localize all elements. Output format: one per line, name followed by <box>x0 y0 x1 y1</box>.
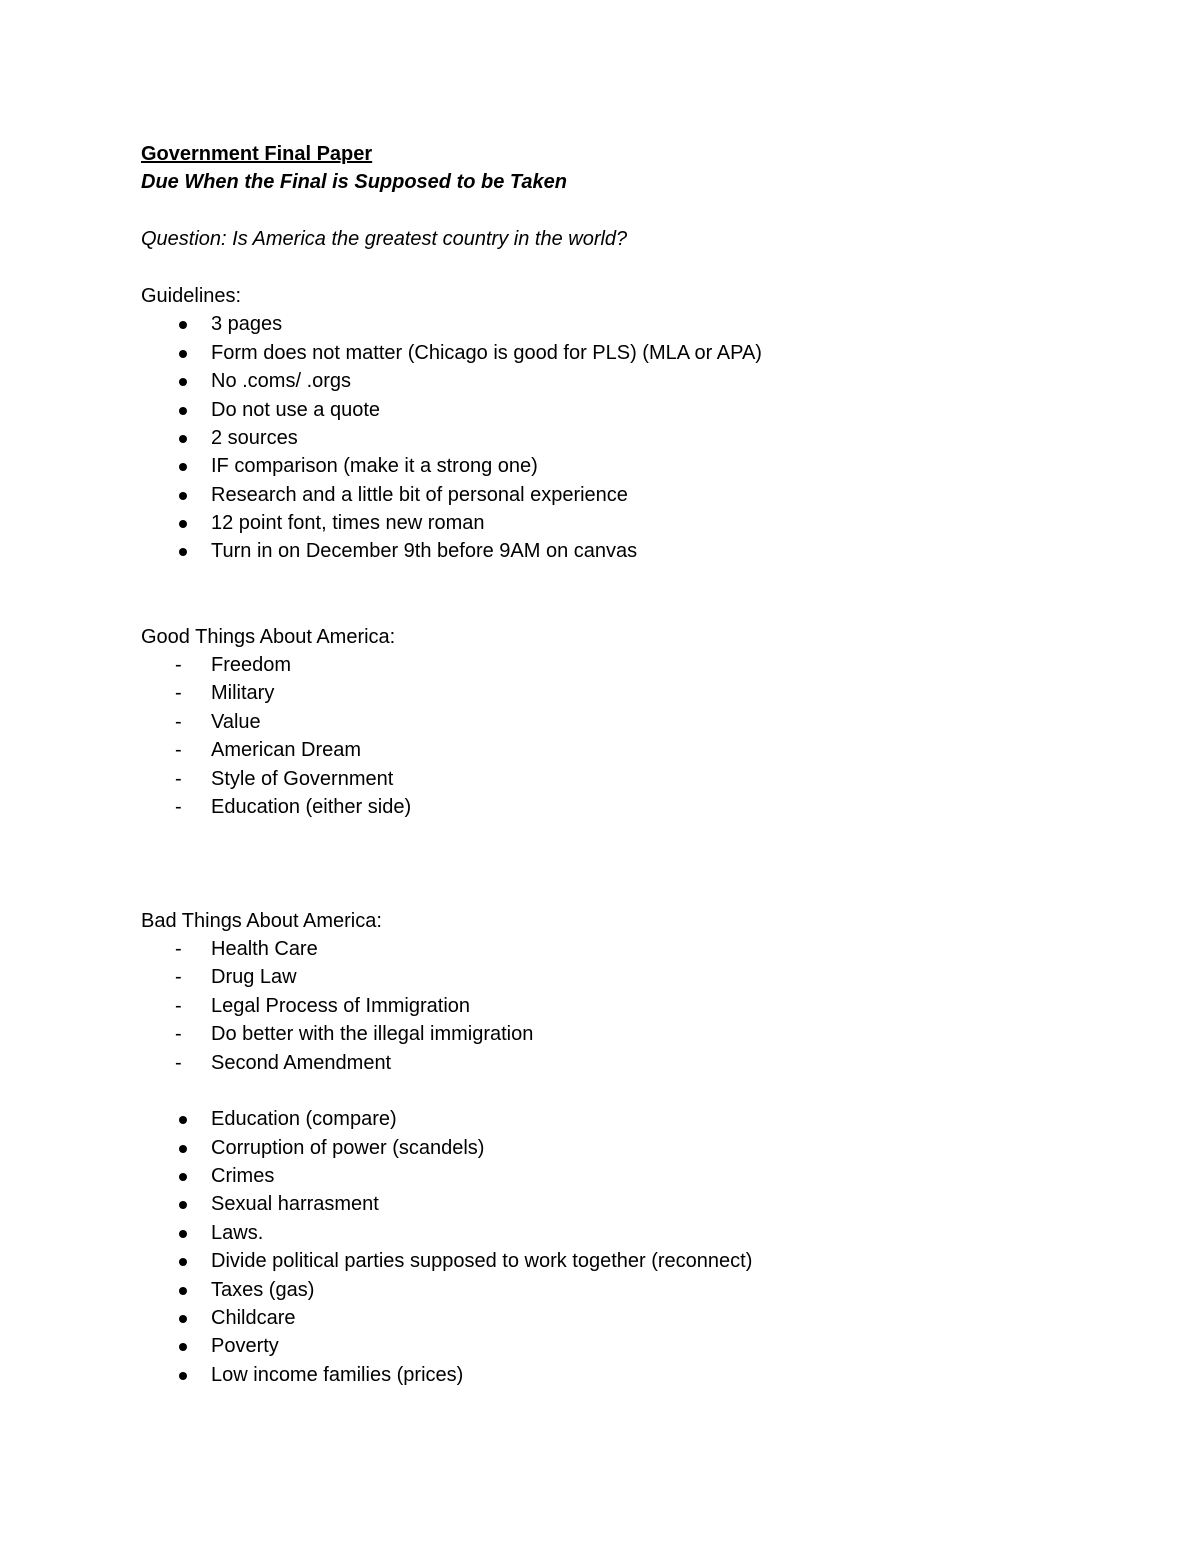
list-item-text: Corruption of power (scandels) <box>211 1136 485 1159</box>
list-item-text: Health Care <box>211 937 318 960</box>
bullet-icon <box>179 1343 187 1351</box>
list-item <box>141 679 1101 707</box>
dash-marker: - <box>175 994 182 1017</box>
list-item <box>141 708 1101 736</box>
list-item-text: American Dream <box>211 739 362 762</box>
list-item <box>141 935 1101 963</box>
list-item <box>141 1304 1101 1332</box>
list-item <box>141 765 1101 793</box>
dash-marker: - <box>175 654 182 677</box>
blank-line <box>141 254 1101 282</box>
good-things-list <box>141 651 1101 821</box>
dash-marker: - <box>175 767 182 790</box>
list-item-text: Poverty <box>211 1335 279 1358</box>
list-item-text: Style of Government <box>211 767 394 790</box>
list-item-text: Childcare <box>211 1307 296 1330</box>
bullet-icon <box>179 463 187 471</box>
list-item-text: Freedom <box>211 654 292 677</box>
list-item <box>141 793 1101 821</box>
list-item-text: Do not use a quote <box>211 398 381 421</box>
bad-things-heading: Bad Things About America: <box>141 909 382 932</box>
bullet-icon <box>179 407 187 415</box>
list-item-text: 12 point font, times new roman <box>211 512 485 535</box>
list-item-text: Taxes (gas) <box>211 1278 315 1301</box>
document-subtitle: Due When the Final is Supposed to be Taken <box>141 171 567 194</box>
bullet-icon <box>179 378 187 386</box>
bad-things-more-list <box>141 1105 1101 1389</box>
list-item <box>141 1049 1101 1077</box>
list-item-text: 3 pages <box>211 313 283 336</box>
list-item <box>141 509 1101 537</box>
bullet-icon <box>179 1315 187 1323</box>
list-item-text: Laws. <box>211 1221 264 1244</box>
bullet-icon <box>179 548 187 556</box>
dash-marker: - <box>175 795 182 818</box>
blank-line <box>141 821 1101 849</box>
bullet-icon <box>179 435 187 443</box>
dash-marker: - <box>175 1051 182 1074</box>
list-item <box>141 481 1101 509</box>
list-item <box>141 452 1101 480</box>
list-item-text: IF comparison (make it a strong one) <box>211 455 538 478</box>
bullet-icon <box>179 492 187 500</box>
list-item-text: 2 sources <box>211 426 298 449</box>
list-item-text: Divide political parties supposed to work together (reconnect) <box>211 1250 753 1273</box>
blank-line <box>141 850 1101 878</box>
document-title: Government Final Paper <box>141 143 373 165</box>
bullet-icon <box>179 1258 187 1266</box>
bullet-icon <box>179 1287 187 1295</box>
list-item-text: Drug Law <box>211 966 297 989</box>
list-item <box>141 339 1101 367</box>
dash-marker: - <box>175 739 182 762</box>
list-item <box>141 537 1101 565</box>
bullet-icon <box>179 520 187 528</box>
list-item <box>141 367 1101 395</box>
list-item-text: Crimes <box>211 1165 275 1188</box>
bullet-icon <box>179 1372 187 1380</box>
blank-line <box>141 197 1101 225</box>
list-item-text: Second Amendment <box>211 1051 392 1074</box>
list-item-text: Education (compare) <box>211 1108 397 1131</box>
list-item-text: Legal Process of Immigration <box>211 994 471 1017</box>
bullet-icon <box>179 1230 187 1238</box>
list-item <box>141 396 1101 424</box>
list-item-text: No .coms/ .orgs <box>211 370 352 393</box>
list-item-text: Do better with the illegal immigration <box>211 1023 534 1046</box>
list-item-text: Education (either side) <box>211 795 412 818</box>
list-item <box>141 1361 1101 1389</box>
list-item <box>141 963 1101 991</box>
list-item-text: Value <box>211 710 261 733</box>
list-item <box>141 1332 1101 1360</box>
list-item <box>141 1162 1101 1190</box>
list-item <box>141 1219 1101 1247</box>
list-item-text: Low income families (prices) <box>211 1363 464 1386</box>
list-item-text: Form does not matter (Chicago is good for PLS) (MLA or APA) <box>211 341 762 364</box>
list-item <box>141 1020 1101 1048</box>
list-item-text: Sexual harrasment <box>211 1193 379 1216</box>
dash-marker: - <box>175 937 182 960</box>
list-item <box>141 651 1101 679</box>
list-item <box>141 992 1101 1020</box>
bullet-icon <box>179 1173 187 1181</box>
blank-line <box>141 878 1101 906</box>
blank-line <box>141 566 1101 594</box>
blank-line <box>141 594 1101 622</box>
blank-line <box>141 1077 1101 1105</box>
dash-marker: - <box>175 682 182 705</box>
question-text: Question: Is America the greatest country in the world? <box>141 228 628 251</box>
list-item <box>141 1105 1101 1133</box>
dash-marker: - <box>175 1023 182 1046</box>
list-item <box>141 736 1101 764</box>
guidelines-heading: Guidelines: <box>141 284 242 307</box>
list-item <box>141 1134 1101 1162</box>
guidelines-list <box>141 310 1101 566</box>
dash-marker: - <box>175 710 182 733</box>
bullet-icon <box>179 1145 187 1153</box>
list-item <box>141 1247 1101 1275</box>
bullet-icon <box>179 1116 187 1124</box>
bullet-icon <box>179 321 187 329</box>
bullet-icon <box>179 350 187 358</box>
list-item <box>141 424 1101 452</box>
bad-things-list <box>141 935 1101 1077</box>
list-item <box>141 310 1101 338</box>
dash-marker: - <box>175 966 182 989</box>
document-content <box>141 140 1101 1389</box>
list-item <box>141 1276 1101 1304</box>
list-item-text: Turn in on December 9th before 9AM on canvas <box>211 540 638 563</box>
list-item <box>141 1190 1101 1218</box>
list-item-text: Military <box>211 682 275 705</box>
good-things-heading: Good Things About America: <box>141 625 396 648</box>
list-item-text: Research and a little bit of personal experience <box>211 483 628 506</box>
bullet-icon <box>179 1201 187 1209</box>
